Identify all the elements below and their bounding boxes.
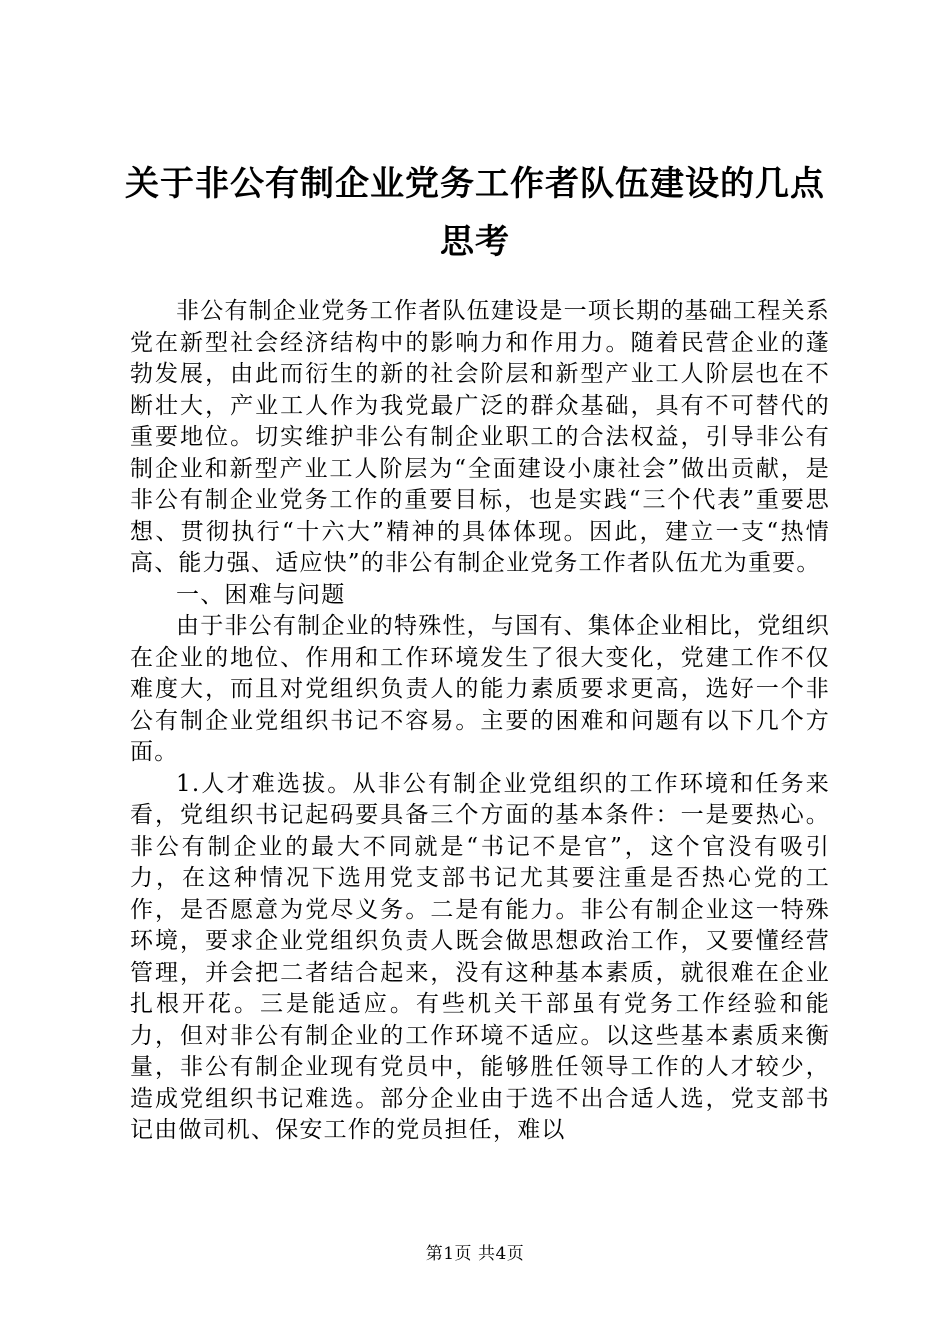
document-title-line-1: 关于非公有制企业党务工作者队伍建设的几点 — [125, 164, 825, 204]
page-footer: 第1页 共4页 — [425, 1244, 525, 1264]
document-body — [130, 296, 830, 1147]
section-heading: 一、困难与问题 — [176, 581, 346, 608]
intro-paragraph: 非公有制企业党务工作者队伍建设是一项长期的基础工程关系党在新型社会经济结构中的影响力和作用力。随着民营企业的蓬勃发展，由此而衍生的新的社会阶层和新型产业工人阶层也在不断壮大，产业工人作为我党最广泛的群众基础，具有不可替代的重要地位。切实维护非公有制企业职工的合法权益，引导非公有制企业和新型产业工人阶层为“全面建设小康社会”做出贡献，是非公有制企业党务工作的重要目标，也是实践“三个代表”重要思想、贯彻执行“十六大”精神的具体体现。因此，建立一支“热情高、能力强、适应快”的非公有制企业党务工作者队伍尤为重要。 — [130, 298, 830, 576]
section-paragraph: 1.人才难选拔。从非公有制企业党组织的工作环境和任务来看，党组织书记起码要具备三个方面的基本条件：一是要热心。非公有制企业的最大不同就是“书记不是官”，这个官没有吸引力，在这种情况下选用党支部书记尤其要注重是否热心党的工作，是否愿意为党尽义务。二是有能力。非公有制企业这一特殊环境，要求企业党组织负责人既会做思想政治工作，又要懂经营管理，并会把二者结合起来，没有这种基本素质，就很难在企业扎根开花。三是能适应。有些机关干部虽有党务工作经验和能力，但对非公有制企业的工作环境不适应。以这些基本素质来衡量，非公有制企业现有党员中，能够胜任领导工作的人才较少，造成党组织书记难选。部分企业由于选不出合适人选，党支部书记由做司机、保安工作的党员担任，难以 — [130, 770, 830, 1143]
section-paragraph: 由于非公有制企业的特殊性，与国有、集体企业相比，党组织在企业的地位、作用和工作环境发生了很大变化，党建工作不仅难度大，而且对党组织负责人的能力素质要求更高，选好一个非公有制企业党组织书记不容易。主要的困难和问题有以下几个方面。 — [130, 613, 830, 765]
document-title-line-2: 思考 — [440, 222, 510, 262]
